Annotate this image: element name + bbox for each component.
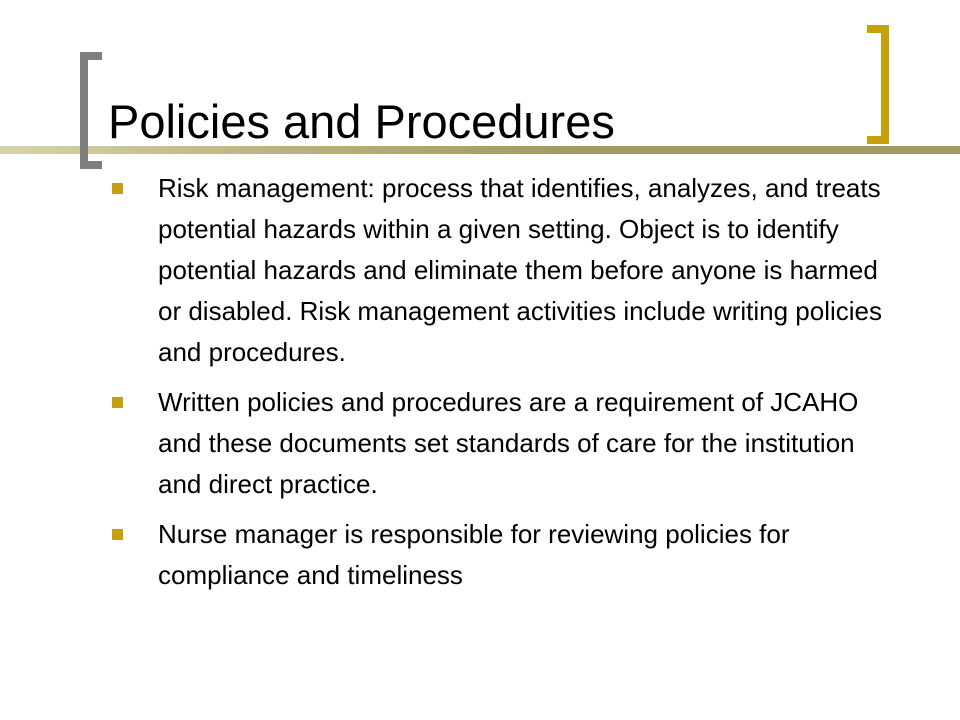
square-bullet-icon: [112, 529, 123, 540]
bullet-item: [112, 382, 902, 505]
left-bracket-decoration: [80, 52, 102, 169]
bullet-list: [112, 168, 902, 605]
square-bullet-icon: [112, 397, 123, 408]
bullet-item: [112, 514, 902, 596]
bullet-item: [112, 168, 902, 373]
bullet-text: Written policies and procedures are a requirement of JCAHO and these documents set standards of care for the institution and direct practice.: [158, 387, 859, 499]
bullet-text: Nurse manager is responsible for reviewing policies for compliance and timeliness: [158, 519, 790, 590]
slide-title: Policies and Procedures: [108, 95, 615, 148]
square-bullet-icon: [112, 183, 123, 194]
bullet-text: Risk management: process that identifies, analyzes, and treats potential hazards within a given setting. Object is to identify potential hazards and eliminate them before anyone is harmed or disabled. Risk management activities include writing policies and procedures.: [158, 173, 883, 367]
right-bracket-decoration: [867, 25, 889, 144]
